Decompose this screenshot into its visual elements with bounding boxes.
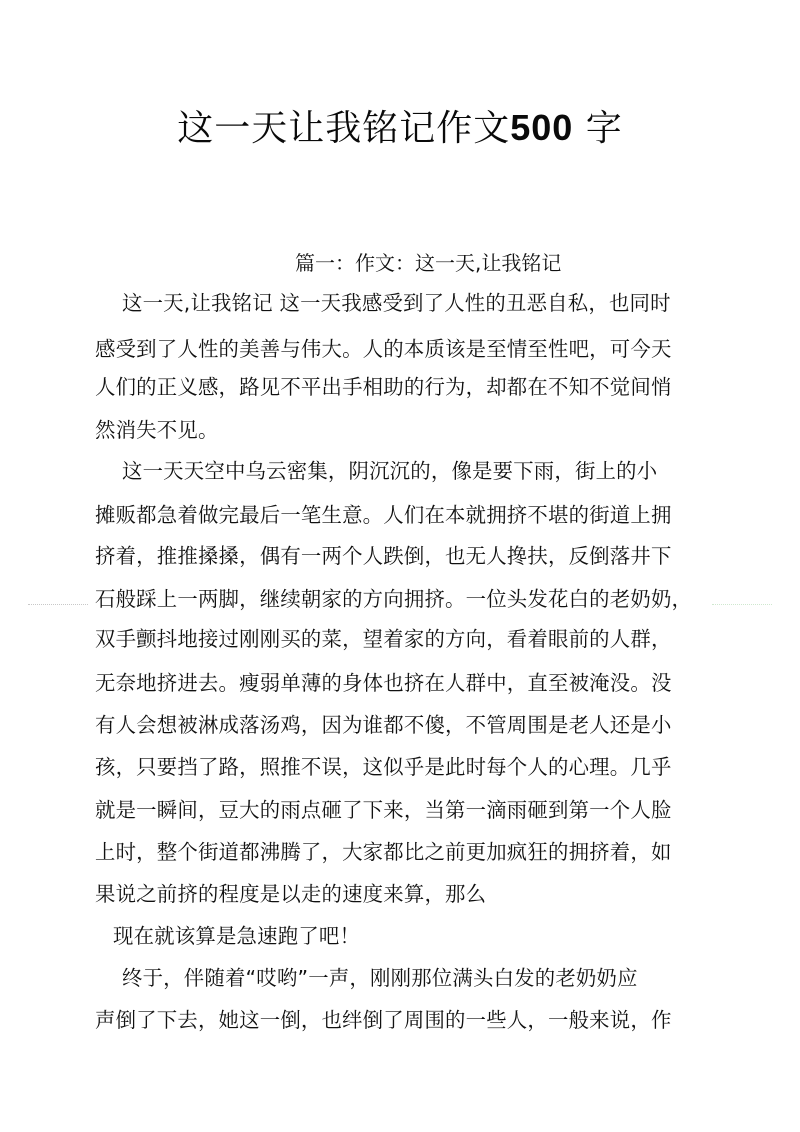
- text-line: 石般踩上一两脚，继续朝家的方向拥挤。一位头发花白的老奶奶，: [95, 587, 693, 611]
- document-title: [0, 102, 800, 155]
- text-line: 无奈地挤进去。瘦弱单薄的身体也挤在人群中，直至被淹没。没: [95, 671, 672, 695]
- text-line: 这一天天空中乌云密集，阴沉沉的，像是要下雨，街上的小: [122, 459, 658, 483]
- title-suffix: 字: [585, 108, 623, 149]
- section-heading: 篇一：作文：这一天,让我铭记: [295, 251, 562, 275]
- text-line: 终于，伴随着“哎哟”一声，刚刚那位满头白发的老奶奶应: [122, 966, 638, 990]
- title-prefix: 这一天让我铭记作文: [177, 108, 511, 149]
- text-line: 人们的正义感，路见不平出手相助的行为，却都在不知不觉间悄: [95, 375, 672, 399]
- text-line: 声倒了下去，她这一倒，也绊倒了周围的一些人，一般来说，作: [95, 1008, 672, 1032]
- text-line: 感受到了人性的美善与伟大。人的本质该是至情至性吧，可今天: [95, 337, 672, 361]
- text-line: 果说之前挤的程度是以走的速度来算，那么: [95, 882, 487, 906]
- page-divider-right: [712, 604, 772, 605]
- text-line: 然消失不见。: [95, 418, 219, 442]
- page-divider-left: [28, 604, 88, 605]
- text-line: 这一天,让我铭记 这一天我感受到了人性的丑恶自私，也同时: [122, 291, 671, 315]
- text-line: 摊贩都急着做完最后一笔生意。人们在本就拥挤不堪的街道上拥: [95, 503, 672, 527]
- text-line: 有人会想被淋成落汤鸡，因为谁都不傻，不管周围是老人还是小: [95, 713, 672, 737]
- text-line: 孩，只要挡了路，照推不误，这似乎是此时每个人的心理。几乎: [95, 755, 672, 779]
- text-line: 就是一瞬间，豆大的雨点砸了下来，当第一滴雨砸到第一个人脸: [95, 798, 672, 822]
- text-line: 挤着，推推搡搡，偶有一两个人跌倒，也无人搀扶，反倒落井下: [95, 544, 672, 568]
- text-line: 双手颤抖地接过刚刚买的菜，望着家的方向，看着眼前的人群，: [95, 627, 672, 651]
- text-line: 现在就该算是急速跑了吧！: [113, 924, 361, 948]
- title-number: 500: [510, 107, 574, 148]
- text-line: 上时，整个街道都沸腾了，大家都比之前更加疯狂的拥挤着，如: [95, 840, 672, 864]
